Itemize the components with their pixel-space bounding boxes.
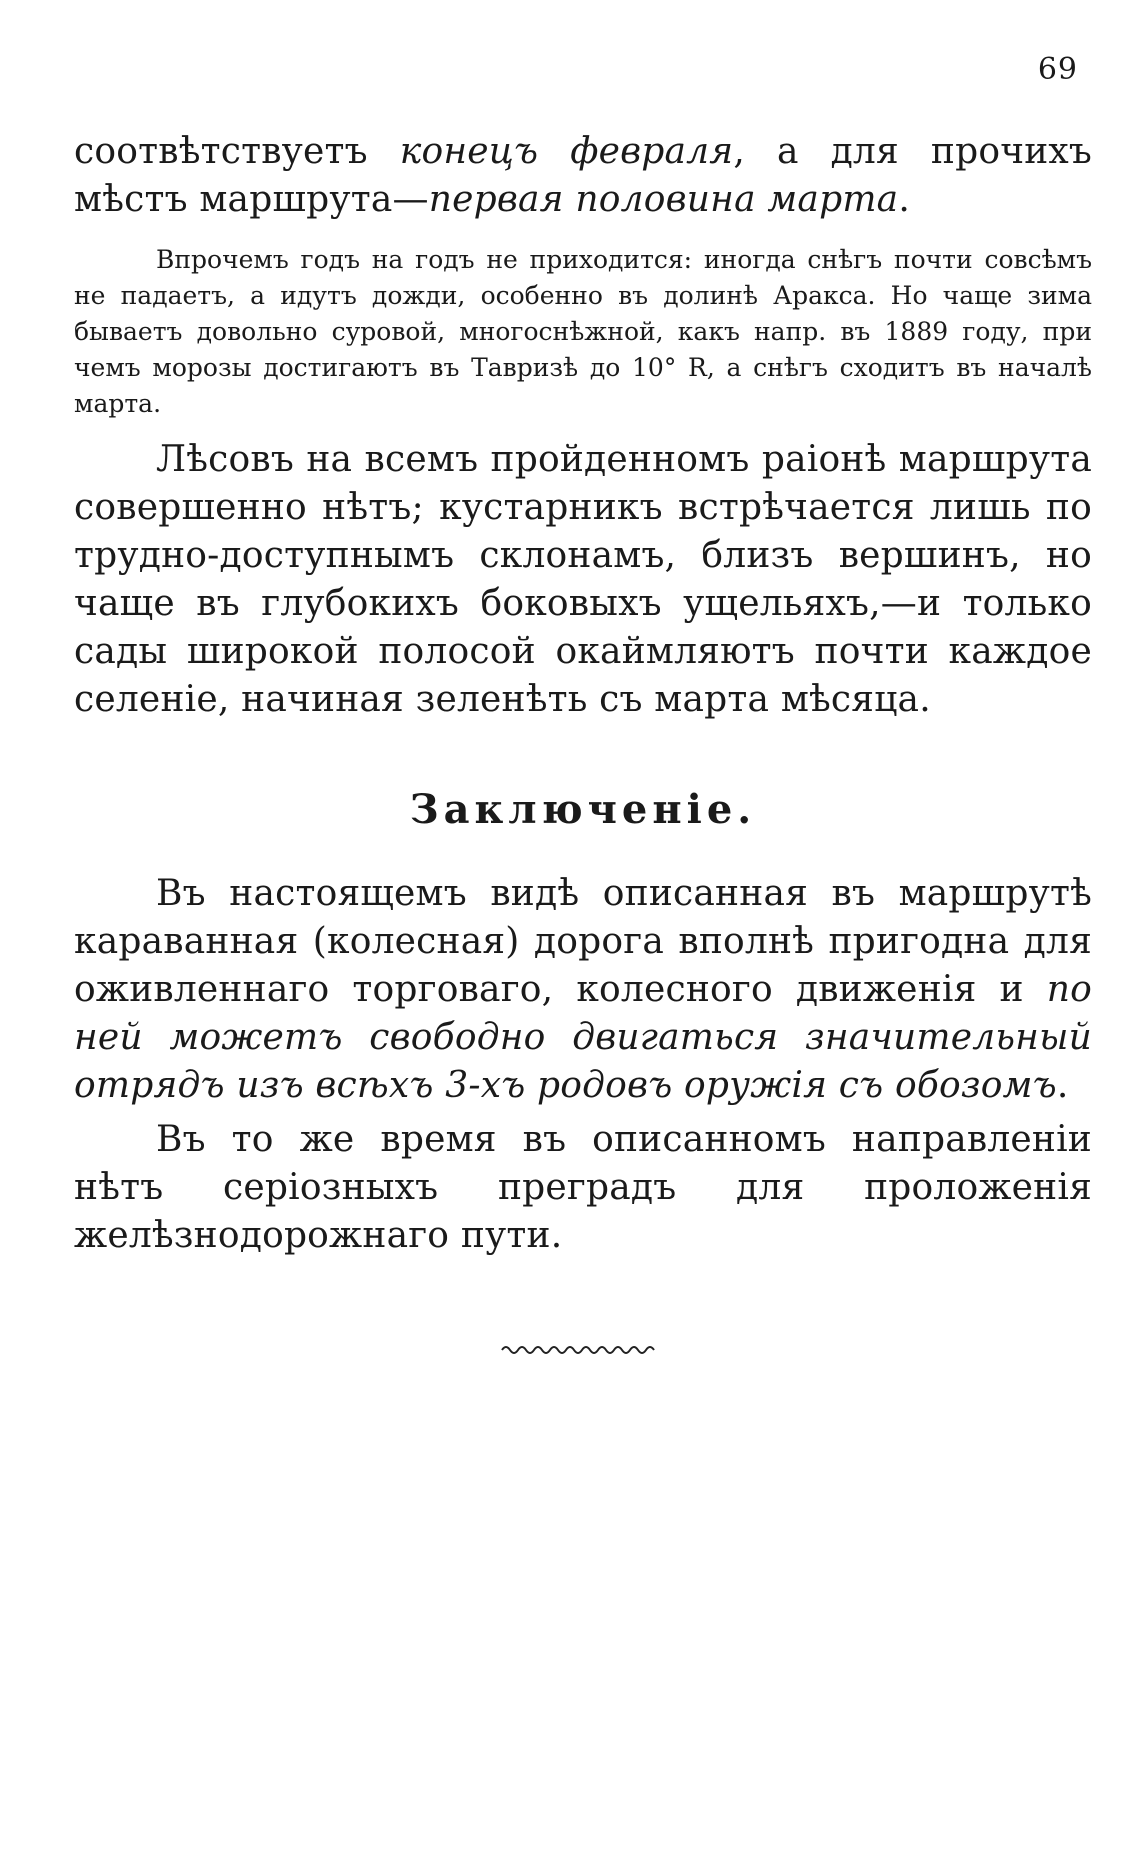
paragraph-text: соотвѣтствуетъ	[74, 131, 400, 172]
paragraph-text: .	[1056, 1065, 1069, 1106]
note-paragraph: Впрочемъ годъ на годъ не приходится: иногда снѣгъ почти совсѣмъ не падаетъ, а идутъ дожди, особенно въ долинѣ Аракса. Но чаще зима бываетъ довольно суровой, многоснѣжной, какъ напр. въ 1889 году, при чемъ морозы достигаютъ въ Тавризѣ до 10° R, а снѣгъ сходитъ въ началѣ марта.	[74, 245, 1092, 418]
wavy-divider-ornament	[500, 1340, 660, 1360]
paragraph-text: .	[898, 179, 910, 220]
page-number: 69	[1037, 52, 1078, 87]
italic-phrase: по ней можетъ свободно двигаться значительный отрядъ изъ всѣхъ 3-хъ родовъ оружія съ обозомъ	[74, 969, 1092, 1106]
italic-phrase: первая половина марта	[428, 179, 899, 220]
conclusion-paragraph-2: Въ то же время въ описанномъ направленіи нѣтъ серіозныхъ преградъ для проложенія желѣзнодорожнаго пути.	[74, 1119, 1092, 1256]
paragraph-continuation	[74, 128, 1092, 224]
section-title: Заключеніе.	[409, 786, 757, 833]
paragraph-forests: Лѣсовъ на всемъ пройденномъ раіонѣ маршрута совершенно нѣтъ; кустарникъ встрѣчается лишь по трудно-доступнымъ склонамъ, близъ вершинъ, но чаще въ глубокихъ боковыхъ ущельяхъ,—и только сады широкой полосой окаймляютъ почти каждое селеніе, начиная зеленѣть съ марта мѣсяца.	[74, 439, 1092, 720]
page-content	[74, 128, 1092, 1260]
paragraph-text: Въ настоящемъ видѣ описанная въ маршрутѣ караванная (колесная) дорога вполнѣ пригодна для оживленнаго торговаго, колесного движенія и	[74, 873, 1092, 1010]
conclusion-paragraph-1	[74, 870, 1092, 1110]
italic-phrase: конецъ февраля	[399, 131, 734, 172]
paragraph-text: , а для прочихъ мѣстъ маршрута—	[74, 131, 1093, 220]
